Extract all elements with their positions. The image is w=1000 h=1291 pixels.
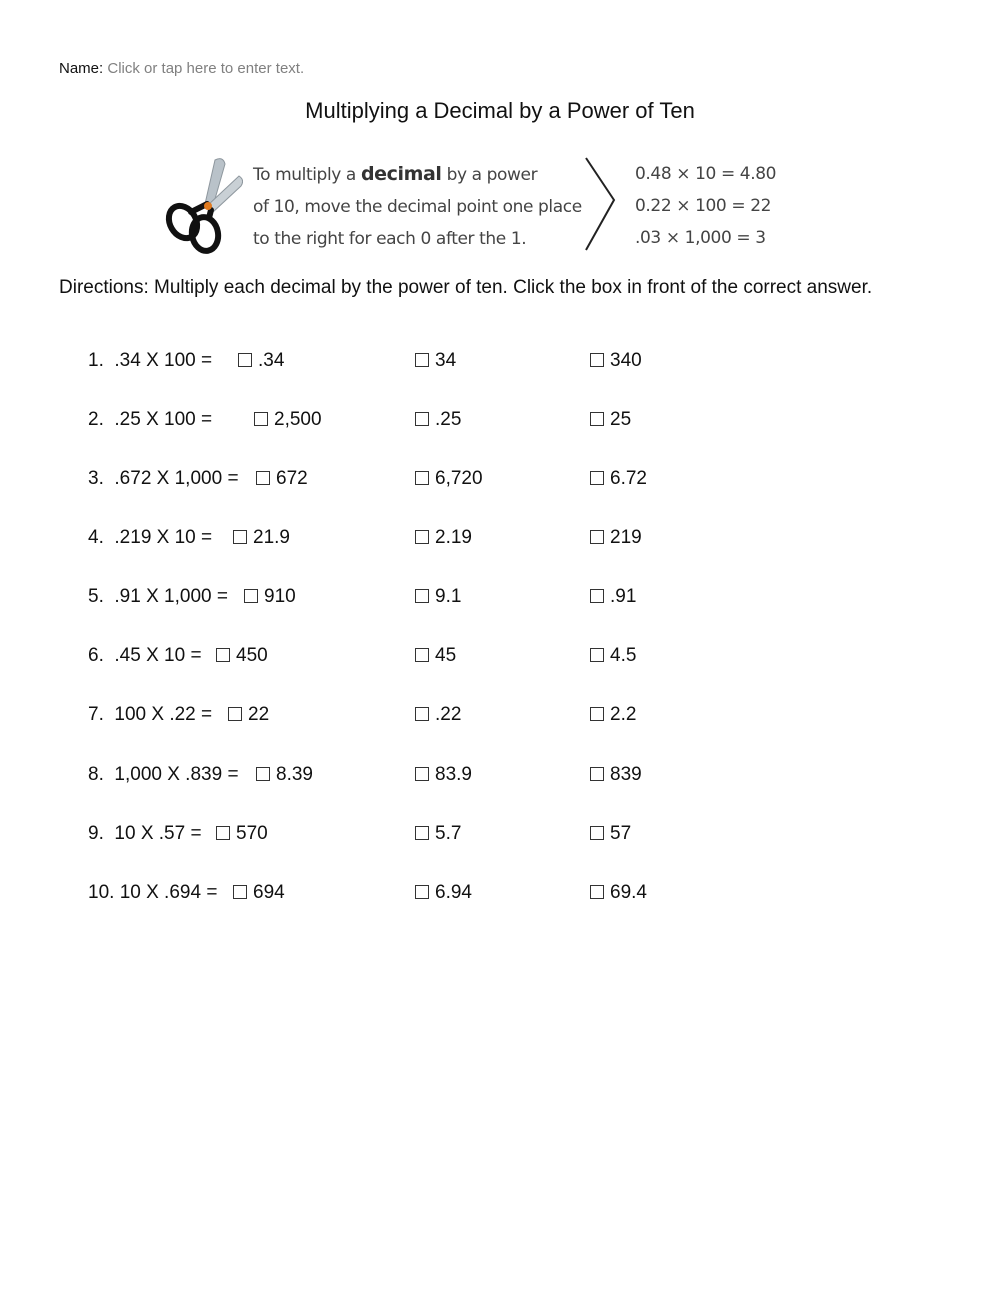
answer-option-2[interactable] — [415, 882, 472, 904]
checkbox[interactable] — [590, 707, 604, 721]
checkbox[interactable] — [590, 885, 604, 899]
question-row — [0, 342, 1000, 382]
name-label: Name: — [59, 60, 104, 77]
rule-line-1-pre: To multiply a — [253, 165, 361, 185]
checkbox[interactable] — [415, 471, 429, 485]
question-row — [0, 637, 1000, 677]
answer-option-1[interactable] — [233, 882, 285, 904]
checkbox[interactable] — [415, 648, 429, 662]
answer-text: 9.1 — [435, 586, 462, 607]
answer-option-3[interactable] — [590, 350, 642, 372]
answer-text: 6,720 — [435, 468, 483, 489]
question-label: 1. .34 X 100 = — [88, 350, 213, 371]
answer-text: 6.94 — [435, 882, 472, 903]
answer-text: 34 — [435, 350, 457, 371]
answer-text: 2.19 — [435, 527, 472, 548]
answer-text: 839 — [610, 764, 642, 785]
answer-text: 340 — [610, 350, 642, 371]
checkbox[interactable] — [590, 471, 604, 485]
name-placeholder[interactable]: Click or tap here to enter text. — [107, 60, 305, 77]
checkbox[interactable] — [590, 767, 604, 781]
rule-line-1-post: by a power — [441, 165, 538, 185]
answer-option-3[interactable] — [590, 527, 642, 549]
answer-text: 21.9 — [253, 527, 290, 548]
examples — [635, 158, 805, 254]
answer-option-3[interactable] — [590, 645, 636, 667]
question-row — [0, 519, 1000, 559]
rule-keyword: decimal — [360, 163, 442, 185]
checkbox[interactable] — [590, 648, 604, 662]
checkbox[interactable] — [256, 767, 270, 781]
checkbox[interactable] — [590, 589, 604, 603]
checkbox[interactable] — [415, 530, 429, 544]
answer-text: .22 — [435, 704, 462, 725]
checkbox[interactable] — [590, 826, 604, 840]
answer-option-1[interactable] — [256, 468, 308, 490]
answer-option-3[interactable] — [590, 468, 647, 490]
answer-option-2[interactable] — [415, 527, 472, 549]
checkbox[interactable] — [233, 885, 247, 899]
checkbox[interactable] — [415, 826, 429, 840]
question-row — [0, 578, 1000, 618]
answer-option-3[interactable] — [590, 823, 631, 845]
checkbox[interactable] — [228, 707, 242, 721]
question-label: 9. 10 X .57 = — [88, 823, 202, 844]
question-label: 7. 100 X .22 = — [88, 704, 213, 725]
answer-text: .91 — [610, 586, 637, 607]
question-label: 2. .25 X 100 = — [88, 409, 213, 430]
answer-text: 219 — [610, 527, 642, 548]
question-row — [0, 815, 1000, 855]
answer-text: 2.2 — [610, 704, 637, 725]
answer-option-3[interactable] — [590, 882, 647, 904]
answer-option-2[interactable] — [415, 586, 461, 608]
answer-text: 450 — [236, 645, 268, 666]
example-2: 0.22 × 100 = 22 — [635, 196, 772, 216]
question-row — [0, 460, 1000, 500]
question-label: 10. 10 X .694 = — [88, 882, 218, 903]
answer-text: 2,500 — [274, 409, 322, 430]
question-label: 8. 1,000 X .839 = — [88, 764, 239, 785]
checkbox[interactable] — [256, 471, 270, 485]
checkbox[interactable] — [415, 767, 429, 781]
page-title: Multiplying a Decimal by a Power of Ten — [305, 98, 695, 123]
answer-option-2[interactable] — [415, 704, 461, 726]
checkbox[interactable] — [415, 885, 429, 899]
answer-text: 8.39 — [276, 764, 313, 785]
answer-option-1[interactable] — [238, 350, 284, 372]
answer-option-3[interactable] — [590, 586, 636, 608]
checkbox[interactable] — [590, 412, 604, 426]
answer-option-1[interactable] — [216, 645, 268, 667]
answer-option-3[interactable] — [590, 764, 642, 786]
answer-option-1[interactable] — [244, 586, 296, 608]
question-label: 5. .91 X 1,000 = — [88, 586, 228, 607]
checkbox[interactable] — [244, 589, 258, 603]
checkbox[interactable] — [415, 707, 429, 721]
answer-text: 570 — [236, 823, 268, 844]
answer-text: 4.5 — [610, 645, 637, 666]
chevron-right-icon — [583, 156, 617, 252]
answer-text: 83.9 — [435, 764, 472, 785]
scissors-icon — [161, 154, 243, 254]
rule-line-1 — [253, 158, 583, 191]
directions: Directions: Multiply each decimal by the power of ten. Click the box in front of the correct answer. — [59, 277, 873, 298]
answer-option-1[interactable] — [228, 704, 269, 726]
answer-text: .25 — [435, 409, 462, 430]
question-label: 6. .45 X 10 = — [88, 645, 202, 666]
answer-text: 45 — [435, 645, 457, 666]
checkbox[interactable] — [415, 353, 429, 367]
answer-option-2[interactable] — [415, 409, 461, 431]
answer-option-2[interactable] — [415, 823, 461, 845]
question-row — [0, 401, 1000, 441]
example-3: .03 × 1,000 = 3 — [635, 228, 766, 248]
checkbox[interactable] — [233, 530, 247, 544]
question-label: 4. .219 X 10 = — [88, 527, 213, 548]
answer-option-2[interactable] — [415, 645, 456, 667]
answer-option-3[interactable] — [590, 409, 631, 431]
example-1: 0.48 × 10 = 4.80 — [635, 164, 777, 184]
answer-option-2[interactable] — [415, 468, 483, 490]
checkbox[interactable] — [590, 353, 604, 367]
rule-illustration — [155, 150, 795, 260]
answer-option-2[interactable] — [415, 764, 472, 786]
answer-text: 57 — [610, 823, 632, 844]
answer-option-1[interactable] — [216, 823, 268, 845]
checkbox[interactable] — [254, 412, 268, 426]
answer-text: 694 — [253, 882, 285, 903]
question-row — [0, 756, 1000, 796]
answer-option-1[interactable] — [254, 409, 322, 431]
question-row — [0, 696, 1000, 736]
question-row — [0, 874, 1000, 914]
checkbox[interactable] — [415, 412, 429, 426]
answer-text: .34 — [258, 350, 285, 371]
answer-text: 910 — [264, 586, 296, 607]
checkbox[interactable] — [216, 826, 230, 840]
checkbox[interactable] — [590, 530, 604, 544]
checkbox[interactable] — [238, 353, 252, 367]
question-label: 3. .672 X 1,000 = — [88, 468, 239, 489]
answer-text: 6.72 — [610, 468, 647, 489]
answer-option-1[interactable] — [256, 764, 313, 786]
rule-text — [253, 158, 583, 255]
answer-text: 25 — [610, 409, 632, 430]
answer-text: 69.4 — [610, 882, 647, 903]
answer-text: 5.7 — [435, 823, 462, 844]
answer-option-1[interactable] — [233, 527, 290, 549]
checkbox[interactable] — [415, 589, 429, 603]
checkbox[interactable] — [216, 648, 230, 662]
rule-line-2: of 10, move the decimal point one place — [253, 197, 582, 217]
name-field[interactable] — [59, 60, 304, 77]
answer-text: 22 — [248, 704, 270, 725]
rule-line-3: to the right for each 0 after the 1. — [253, 229, 527, 249]
answer-option-3[interactable] — [590, 704, 636, 726]
answer-text: 672 — [276, 468, 308, 489]
answer-option-2[interactable] — [415, 350, 456, 372]
